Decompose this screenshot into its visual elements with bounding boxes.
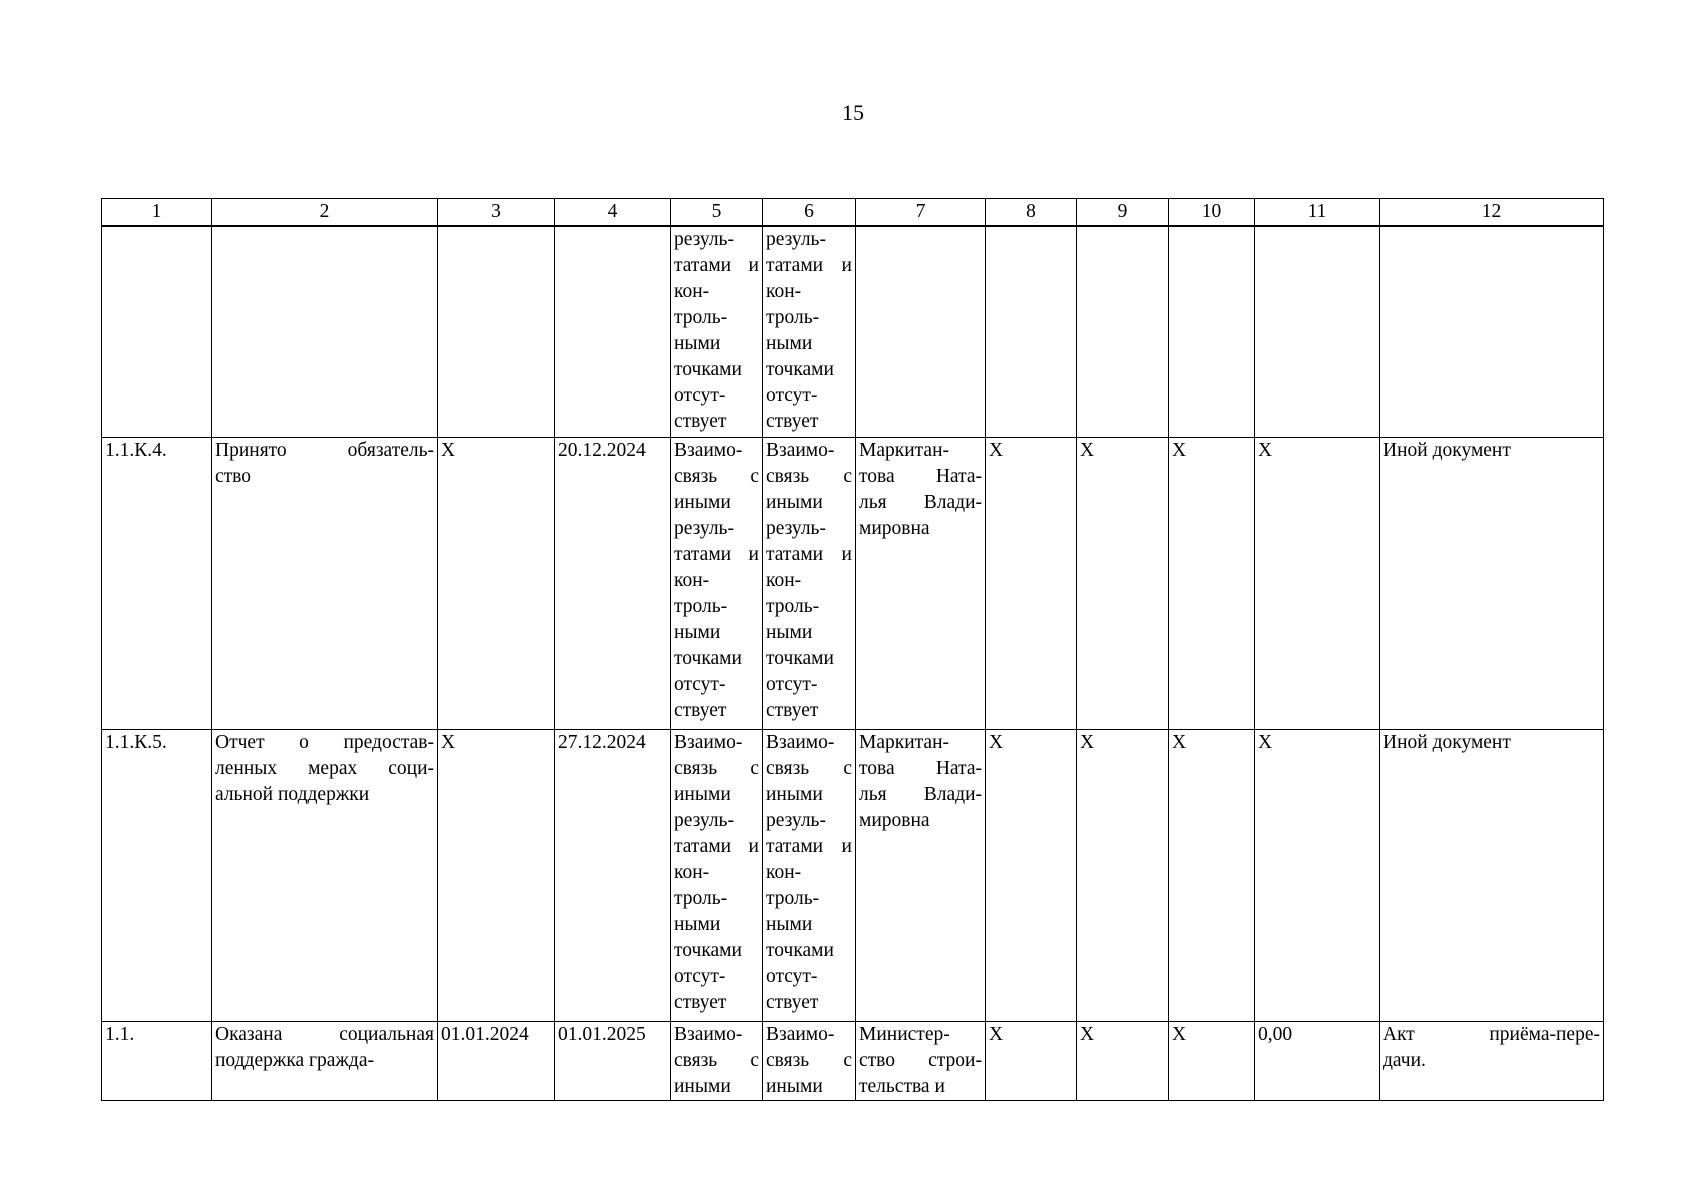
header-cell: 3 <box>438 199 555 227</box>
header-cell: 4 <box>555 199 671 227</box>
cell-line: Принято обязатель- <box>215 439 434 461</box>
table-cell-col-7 <box>856 437 986 729</box>
table-cell-col-12 <box>1380 226 1604 437</box>
cell-line: связь с <box>674 757 759 779</box>
table-cell-col-9 <box>1077 226 1169 437</box>
cell-line: татами и <box>674 543 759 565</box>
table-cell-col-2 <box>212 729 438 1021</box>
cell-line: Отчет о предостав- <box>215 731 434 753</box>
cell-line: ленных мерах соци- <box>215 757 434 779</box>
table-cell-col-3: X <box>438 437 555 729</box>
table-cell-col-5 <box>671 729 763 1021</box>
table-cell-col-11: 0,00 <box>1255 1021 1380 1100</box>
table-cell-col-10: X <box>1169 437 1255 729</box>
table-cell-col-4: 27.12.2024 <box>555 729 671 1021</box>
cell-line: дачи. <box>1383 1049 1426 1071</box>
cell-line: кон- <box>766 281 802 302</box>
cell-line: резуль- <box>766 517 826 539</box>
table-cell-col-8 <box>986 226 1077 437</box>
cell-line: Взаимо- <box>766 439 835 461</box>
table-row <box>102 729 1604 1021</box>
table-cell-col-2 <box>212 1021 438 1100</box>
cell-line: Министер- <box>859 1023 950 1045</box>
table-cell-col-12 <box>1380 1021 1604 1100</box>
table-cell-col-9: X <box>1077 437 1169 729</box>
cell-line: иными <box>766 491 823 513</box>
table-cell-col-12 <box>1380 729 1604 1021</box>
cell-line: Взаимо- <box>674 439 743 461</box>
cell-line: ствует <box>766 991 819 1013</box>
cell-line: троль- <box>674 307 728 328</box>
header-cell: 12 <box>1380 199 1604 227</box>
table-cell-col-3: 01.01.2024 <box>438 1021 555 1100</box>
cell-line: троль- <box>766 595 820 617</box>
cell-line: това Ната- <box>859 465 982 487</box>
cell-line: троль- <box>674 595 728 617</box>
cell-line: ствует <box>674 411 727 432</box>
table-cell-col-7 <box>856 226 986 437</box>
cell-line: татами и <box>674 835 759 857</box>
cell-line: ными <box>674 621 721 643</box>
table-cell-col-5 <box>671 226 763 437</box>
cell-line: отсут- <box>674 385 726 406</box>
cell-line: альной поддержки <box>215 783 370 805</box>
cell-line: связь с <box>766 465 852 487</box>
cell-line: Оказана социальная <box>215 1023 434 1045</box>
cell-line: Маркитан- <box>859 731 949 753</box>
cell-line: иными <box>674 783 731 805</box>
table-cell-col-10: X <box>1169 729 1255 1021</box>
header-cell: 11 <box>1255 199 1380 227</box>
cell-line: кон- <box>674 569 710 591</box>
cell-line: ствует <box>674 991 727 1013</box>
cell-line: точками <box>674 647 742 669</box>
cell-line: иными <box>674 1075 731 1097</box>
cell-line: связь с <box>766 757 852 779</box>
cell-line: резуль- <box>674 517 734 539</box>
cell-line: иными <box>674 491 731 513</box>
cell-line: това Ната- <box>859 757 982 779</box>
table-cell-col-1 <box>102 226 212 437</box>
cell-line: ствует <box>766 699 819 721</box>
header-cell: 7 <box>856 199 986 227</box>
table-cell-col-5 <box>671 1021 763 1100</box>
table-cell-col-11 <box>1255 226 1380 437</box>
table-cell-col-8: X <box>986 729 1077 1021</box>
table-cell-col-4: 20.12.2024 <box>555 437 671 729</box>
cell-line: ство строи- <box>859 1049 982 1071</box>
cell-line: точками <box>766 647 834 669</box>
cell-line: резуль- <box>674 809 734 831</box>
cell-line: Маркитан- <box>859 439 949 461</box>
header-cell: 10 <box>1169 199 1255 227</box>
cell-line: резуль- <box>766 809 826 831</box>
cell-line: троль- <box>766 887 820 909</box>
header-row <box>102 199 1604 227</box>
table-cell-col-9: X <box>1077 1021 1169 1100</box>
table-cell-col-7 <box>856 729 986 1021</box>
cell-line: отсут- <box>766 385 818 406</box>
cell-line: мировна <box>859 517 930 539</box>
cell-line: Взаимо- <box>766 1023 835 1045</box>
table-cell-col-3: X <box>438 729 555 1021</box>
header-cell: 2 <box>212 199 438 227</box>
table-cell-col-6 <box>763 437 856 729</box>
cell-line: точками <box>674 359 742 380</box>
table-cell-col-1: 1.1.К.4. <box>102 437 212 729</box>
cell-line: точками <box>674 939 742 961</box>
table-cell-col-6 <box>763 729 856 1021</box>
cell-line: мировна <box>859 809 930 831</box>
cell-line: Взаимо- <box>766 731 835 753</box>
cell-line: ствует <box>674 699 727 721</box>
cell-line: кон- <box>766 569 802 591</box>
table-cell-col-10 <box>1169 226 1255 437</box>
cell-line: ными <box>766 333 813 354</box>
cell-line: точками <box>766 939 834 961</box>
table-cell-col-11: X <box>1255 437 1380 729</box>
header-cell: 1 <box>102 199 212 227</box>
cell-line: иными <box>766 1075 823 1097</box>
table-cell-col-2 <box>212 437 438 729</box>
cell-line: татами и <box>766 835 852 857</box>
cell-line: Взаимо- <box>674 731 743 753</box>
cell-line: ными <box>766 621 813 643</box>
table-cell-col-12 <box>1380 437 1604 729</box>
header-cell: 5 <box>671 199 763 227</box>
cell-line: отсут- <box>766 673 818 695</box>
cell-line: ными <box>674 913 721 935</box>
cell-line: татами и <box>766 543 852 565</box>
table-row <box>102 226 1604 437</box>
cell-line: иными <box>766 783 823 805</box>
cell-line: ствует <box>766 411 819 432</box>
cell-line: Иной документ <box>1383 439 1511 461</box>
plan-table <box>101 198 1604 1101</box>
table-cell-col-6 <box>763 1021 856 1100</box>
cell-line: лья Влади- <box>859 491 982 513</box>
cell-line: отсут- <box>674 965 726 987</box>
cell-line: Взаимо- <box>674 1023 743 1045</box>
cell-line: связь с <box>766 1049 852 1071</box>
table-cell-col-4: 01.01.2025 <box>555 1021 671 1100</box>
cell-line: Акт приёма-пере- <box>1383 1023 1600 1045</box>
table-cell-col-1: 1.1.К.5. <box>102 729 212 1021</box>
table-cell-col-1: 1.1. <box>102 1021 212 1100</box>
cell-line: связь с <box>674 1049 759 1071</box>
cell-line: лья Влади- <box>859 783 982 805</box>
cell-line: кон- <box>674 281 710 302</box>
table-cell-col-5 <box>671 437 763 729</box>
table-cell-col-6 <box>763 226 856 437</box>
table-cell-col-10: X <box>1169 1021 1255 1100</box>
header-cell: 9 <box>1077 199 1169 227</box>
table-cell-col-9: X <box>1077 729 1169 1021</box>
cell-line: ство <box>215 465 252 487</box>
cell-line: Иной документ <box>1383 731 1511 753</box>
cell-line: поддержка гражда- <box>215 1049 374 1071</box>
table-cell-col-2 <box>212 226 438 437</box>
cell-line: кон- <box>766 861 802 883</box>
cell-line: троль- <box>766 307 820 328</box>
table-cell-col-7 <box>856 1021 986 1100</box>
cell-line: отсут- <box>766 965 818 987</box>
header-cell: 8 <box>986 199 1077 227</box>
table-row <box>102 1021 1604 1100</box>
cell-line: резуль- <box>766 229 826 250</box>
cell-line: татами и <box>766 255 852 276</box>
table-cell-col-3 <box>438 226 555 437</box>
table-row <box>102 437 1604 729</box>
header-cell: 6 <box>763 199 856 227</box>
page-number: 15 <box>842 100 864 125</box>
table-cell-col-8: X <box>986 1021 1077 1100</box>
cell-line: татами и <box>674 255 759 276</box>
cell-line: точками <box>766 359 834 380</box>
cell-line: троль- <box>674 887 728 909</box>
table-cell-col-4 <box>555 226 671 437</box>
cell-line: ными <box>766 913 813 935</box>
cell-line: ными <box>674 333 721 354</box>
table-cell-col-11: X <box>1255 729 1380 1021</box>
cell-line: связь с <box>674 465 759 487</box>
cell-line: кон- <box>674 861 710 883</box>
cell-line: отсут- <box>674 673 726 695</box>
cell-line: резуль- <box>674 229 734 250</box>
cell-line: тельства и <box>859 1075 945 1097</box>
table-cell-col-8: X <box>986 437 1077 729</box>
